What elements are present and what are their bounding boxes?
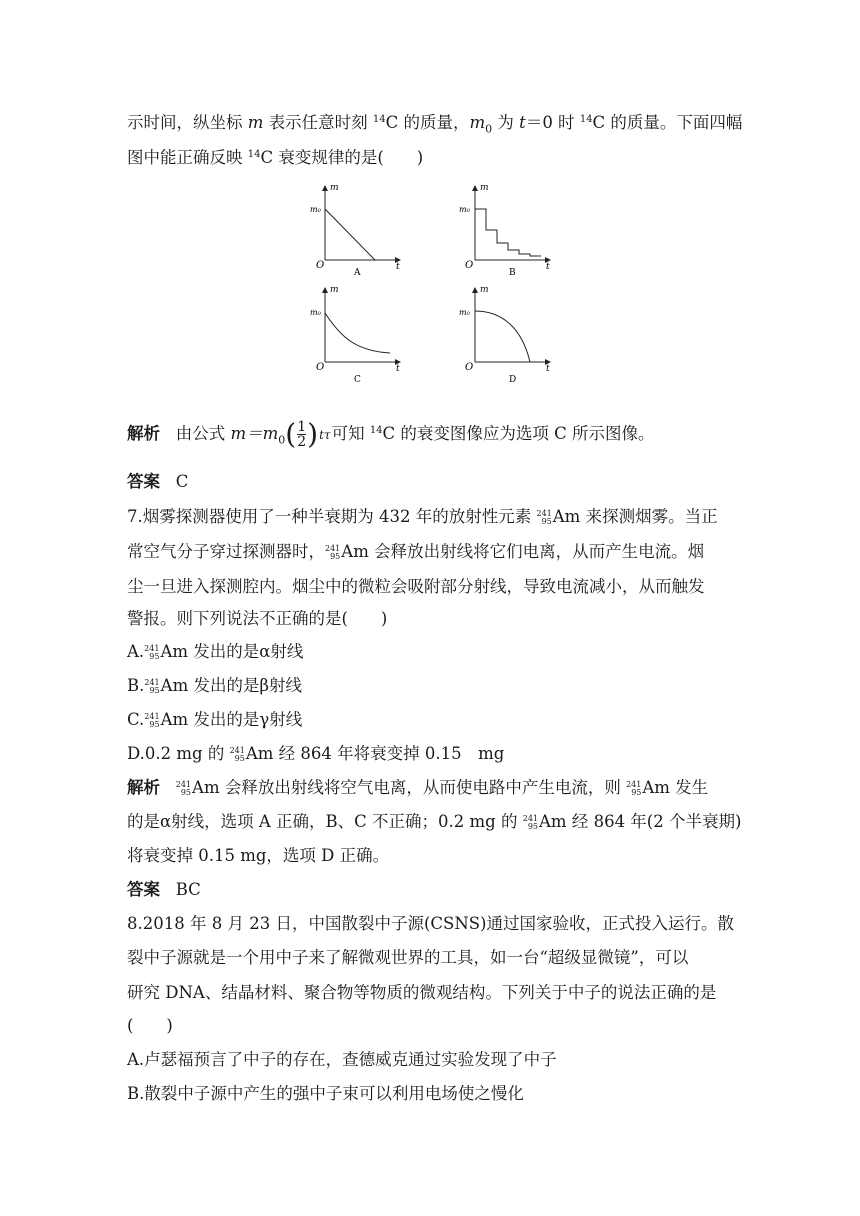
decay-graphs-figure	[290, 176, 580, 396]
q7-analysis-line2: 的是α射线，选项 A 正确，B、C 不正确；0.2 mg 的 241 95 Am 经 864 年(2 个半衰期)	[127, 812, 742, 831]
q8-stem-line2: 裂中子源就是一个用中子来了解微观世界的工具，如一台“超级显微镜”，可以	[127, 948, 689, 967]
exponent-fraction: tτ	[319, 427, 331, 442]
q8-stem-line1: 8.2018 年 8 月 23 日，中国散裂中子源(CSNS)通过国家验收，正式投入运行。散	[127, 914, 734, 933]
graph-d-origin: O	[465, 362, 474, 373]
graph-a-axis-t: t	[396, 262, 400, 272]
q7-analysis-line1: 解析 241 95 Am 会释放出射线将空气电离，从而使电路中产生电流，则 241 95 Am 发生	[127, 778, 709, 797]
q6-stem-line2: 图中能正确反映 $^{14}$C 衰变规律的是( )	[127, 148, 424, 167]
graph-d-label: D	[509, 375, 517, 385]
q8-option-b: B.散裂中子源中产生的强中子束可以利用电场使之慢化	[127, 1084, 524, 1103]
q8-stem-line4: ( )	[127, 1016, 173, 1035]
graph-d-axis-m: m	[480, 285, 489, 295]
graph-a-origin: O	[316, 260, 325, 271]
graph-c-axis-m: m	[330, 285, 339, 295]
graph-d-m0: m₀	[459, 308, 470, 317]
graph-b-label: B	[509, 268, 516, 278]
q7-stem-line3: 尘一旦进入探测腔内。烟尘中的微粒会吸附部分射线，导致电流减小，从而触发	[127, 577, 705, 596]
graph-c-axis-t: t	[396, 364, 400, 374]
q6-stem-line1: 示时间，纵坐标 m 表示任意时刻 $^{14}$C 的质量，$m_0$ 为 t＝0 时 $^{14}$C 的质量。下面四幅	[127, 113, 743, 136]
graph-b-axis-m: m	[480, 183, 489, 193]
graph-b	[459, 183, 550, 278]
q8-stem-line3: 研究 DNA、结晶材料、聚合物等物质的微观结构。下列关于中子的说法正确的是	[127, 983, 717, 1002]
q7-option-a: A. 241 95 Am 发出的是α射线	[127, 642, 304, 661]
answer-label: 答案	[127, 472, 160, 491]
graph-d-axis-t: t	[546, 364, 550, 374]
q7-stem-line2: 常空气分子穿过探测器时， 241 95 Am 会释放出射线将它们电离，从而产生电流。烟	[127, 542, 705, 561]
q7-option-d: D.0.2 mg 的 241 95 Am 经 864 年将衰变掉 0.15 mg	[127, 744, 505, 763]
graph-c-m0: m₀	[310, 308, 321, 317]
q7-stem-line1: 7.烟雾探测器使用了一种半衰期为 432 年的放射性元素 241 95 Am 来探测烟雾。当正	[127, 507, 718, 526]
q7-option-b: B. 241 95 Am 发出的是β射线	[127, 676, 303, 695]
q7-stem-line4: 警报。则下列说法不正确的是( )	[127, 609, 388, 628]
q8-option-a: A.卢瑟福预言了中子的存在，查德威克通过实验发现了中子	[127, 1050, 557, 1069]
q6-analysis: 解析 由公式 $m=m_0$( $\frac{1}{2}$ )tτ可知 $^{14}$C 的衰变图像应为选项 C 所示图像。	[127, 417, 655, 451]
graph-c-origin: O	[316, 362, 325, 373]
graph-a-axis-m: m	[330, 183, 339, 193]
half-fraction: $\frac{1}{2}$	[297, 419, 307, 450]
graph-d	[459, 285, 550, 385]
graph-b-axis-t: t	[546, 262, 550, 272]
graph-b-m0: m₀	[459, 205, 470, 214]
q7-analysis-line3: 将衰变掉 0.15 mg，选项 D 正确。	[127, 846, 390, 865]
graph-b-origin: O	[465, 260, 474, 271]
q7-answer: 答案 BC	[127, 880, 201, 899]
isotope-notation: 241 95	[536, 509, 552, 526]
graph-c-label: C	[354, 375, 361, 385]
analysis-label: 解析	[127, 424, 160, 443]
q6-answer: 答案 C	[127, 472, 189, 491]
q7-option-c: C. 241 95 Am 发出的是γ射线	[127, 710, 303, 729]
graph-c	[310, 285, 400, 385]
graph-a	[310, 183, 400, 278]
graph-a-m0: m₀	[310, 205, 321, 214]
graph-a-label: A	[354, 268, 361, 278]
